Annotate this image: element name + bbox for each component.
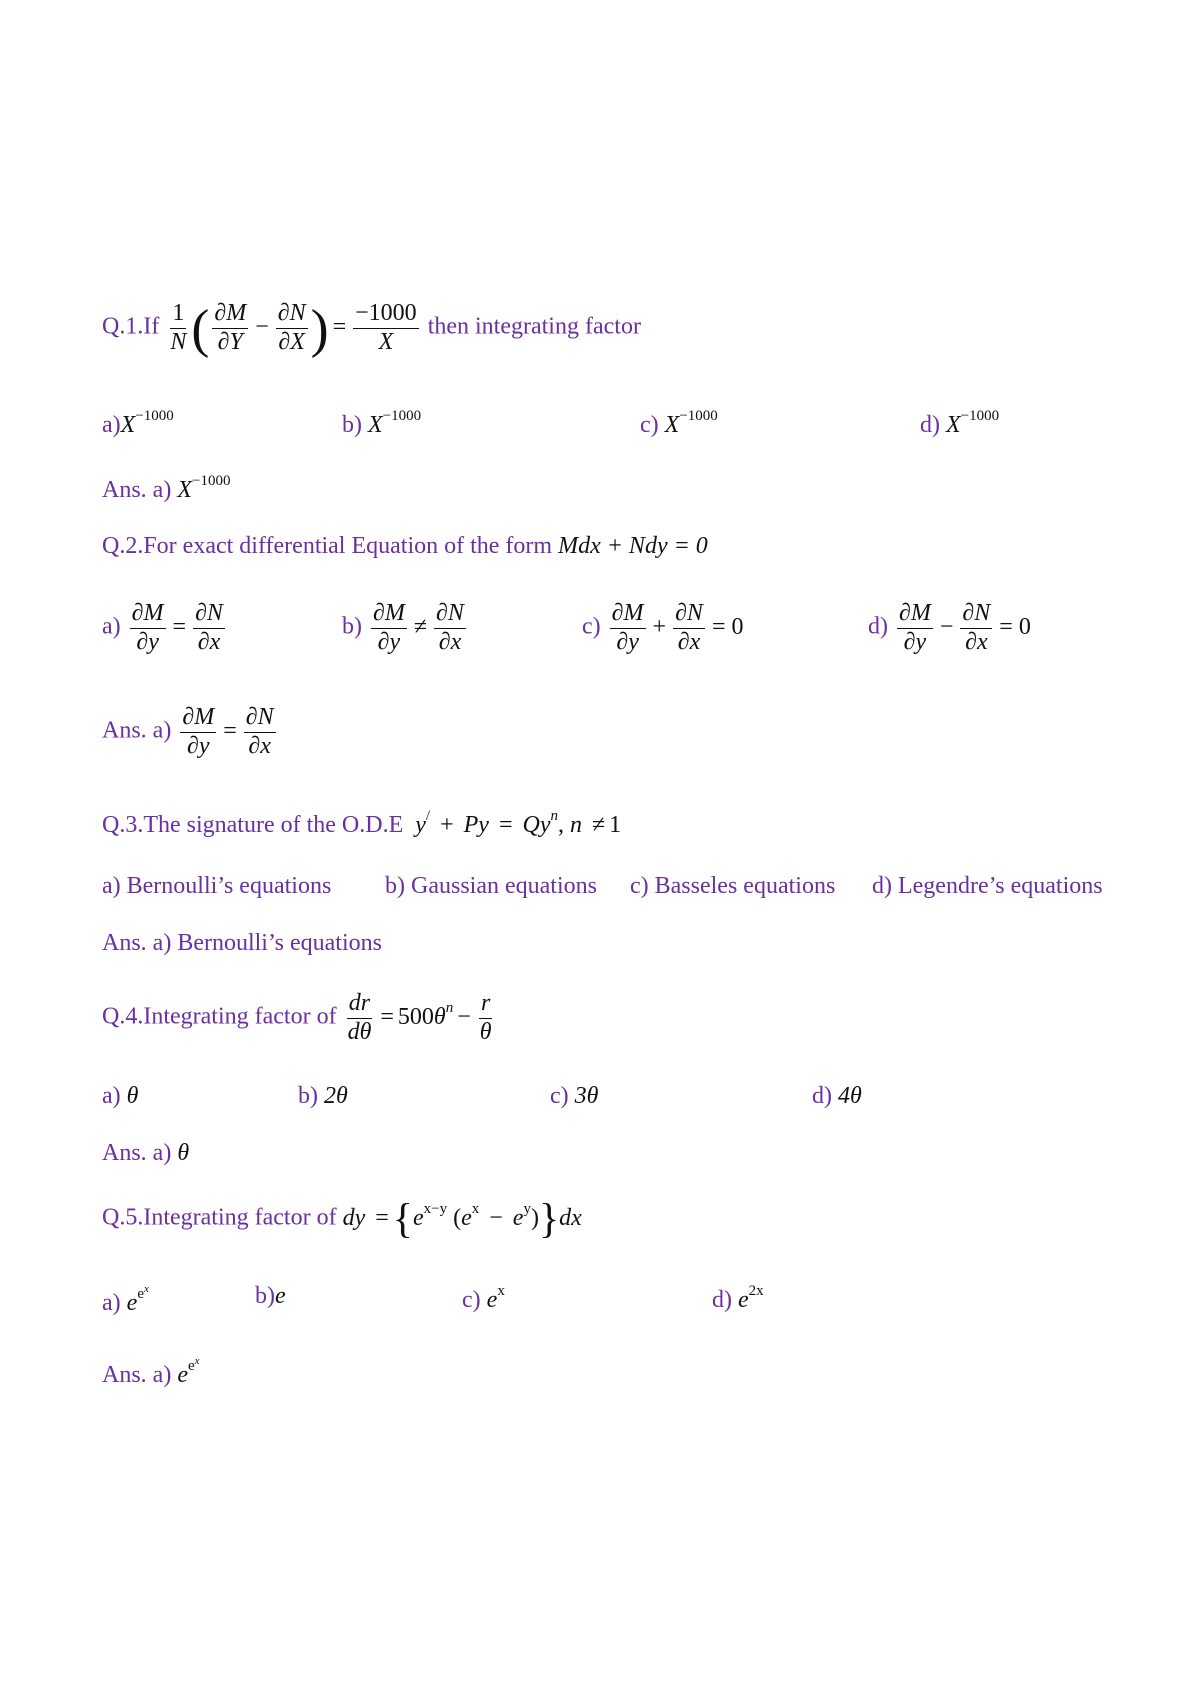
- q1-option-c[interactable]: c) $X^{-1000}$: [640, 408, 718, 438]
- q5-option-a[interactable]: a) $e^{e^x}$: [102, 1283, 149, 1316]
- q3-option-d[interactable]: d) Legendre’s equations: [872, 873, 1103, 899]
- q2-option-d[interactable]: d) $\frac{\partial M}{\partial y}$ − $\frac{\partial N}{\partial x}$ = 0: [868, 600, 1031, 655]
- question-2-prefix: Q.2.For exact differential Equation of the form: [102, 533, 553, 559]
- q4-option-d[interactable]: d) 4θ: [812, 1083, 862, 1109]
- question-1-prefix: Q.1.If: [102, 313, 160, 340]
- question-1-equation: $\frac{1}{N}$ ( $\frac{\partial M}{\partial Y}$ − $\frac{\partial N}{\partial X}$ ) = $\frac{-1000}{X}$: [170, 298, 417, 359]
- q3-option-c[interactable]: c) Basseles equations: [630, 873, 836, 899]
- q2-answer: Ans. a) $\frac{\partial M}{\partial y}$ = $\frac{\partial N}{\partial x}$: [102, 704, 274, 759]
- q2-option-a[interactable]: a) $\frac{\partial M}{\partial y}$ = $\frac{\partial N}{\partial x}$: [102, 600, 223, 655]
- question-4-prefix: Q.4.Integrating factor of: [102, 1003, 337, 1030]
- question-3-equation: $y^/ + Py = Qy^n$, n ≠ 1: [409, 808, 622, 838]
- q4-option-a[interactable]: a) θ: [102, 1083, 139, 1109]
- q5-option-b[interactable]: b)e: [255, 1283, 286, 1309]
- q1-option-a[interactable]: $a)X^{-1000}$: [102, 408, 174, 438]
- q4-option-b[interactable]: b) 2θ: [298, 1083, 348, 1109]
- question-5: [102, 1198, 582, 1240]
- q1-option-b[interactable]: b) $X^{-1000}$: [342, 408, 422, 438]
- question-5-prefix: Q.5.Integrating factor of: [102, 1204, 337, 1231]
- question-1: [102, 298, 641, 359]
- q1-answer: Ans. a) $X^{-1000}$: [102, 473, 231, 503]
- q5-answer: Ans. a) $e^{e^x}$: [102, 1355, 200, 1388]
- question-3: [102, 808, 621, 839]
- q4-option-c[interactable]: c) 3θ: [550, 1083, 599, 1109]
- q3-option-a[interactable]: a) Bernoulli’s equations: [102, 873, 332, 899]
- q3-option-b[interactable]: b) Gaussian equations: [385, 873, 597, 899]
- q1-option-d[interactable]: d) $X^{-1000}$: [920, 408, 1000, 438]
- q2-option-b[interactable]: b) $\frac{\partial M}{\partial y}$ ≠ $\frac{\partial N}{\partial x}$: [342, 600, 464, 655]
- q4-answer: Ans. a) θ: [102, 1140, 190, 1166]
- question-4-equation: $\frac{dr}{d\theta}$ = $500\theta^n$ − $\frac{r}{\theta}$: [347, 990, 492, 1045]
- question-5-equation: dy $=\{e^{x-y}$ $(e^x - e^y)\}dx$: [342, 1196, 582, 1242]
- question-2-equation: Mdx + Ndy = 0: [558, 533, 708, 559]
- question-3-prefix: Q.3.The signature of the O.D.E: [102, 812, 404, 838]
- question-4: [102, 990, 497, 1046]
- q3-answer: Ans. a) Bernoulli’s equations: [102, 930, 382, 956]
- question-1-suffix: then integrating factor: [427, 313, 641, 340]
- q2-option-c[interactable]: c) $\frac{\partial M}{\partial y}$ + $\frac{\partial N}{\partial x}$ = 0: [582, 600, 744, 655]
- q5-option-c[interactable]: c) $e^x$: [462, 1283, 505, 1313]
- question-2: [102, 533, 708, 560]
- q5-option-d[interactable]: d) $e^{2x}$: [712, 1283, 764, 1313]
